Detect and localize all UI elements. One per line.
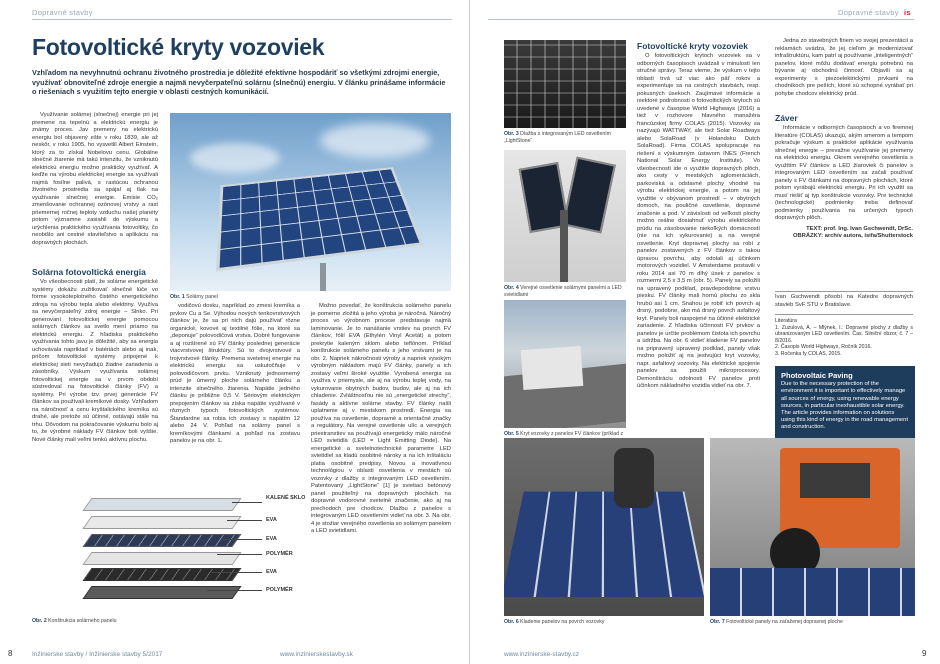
column-2 — [170, 303, 300, 483]
article-title: Fotovoltické kryty vozoviek — [32, 34, 325, 60]
column-1-body — [32, 264, 158, 504]
section-header: Dopravné stavby — [32, 8, 93, 17]
fig2-number: Obr. 2 — [32, 618, 47, 624]
footer-url-right[interactable]: www.inzinierske-stavby.cz — [504, 651, 580, 658]
literature-heading: Literatúra — [775, 318, 797, 324]
section-heading-solar: Solárna fotovoltická energia — [32, 267, 146, 277]
figure-lightstone-photo — [504, 40, 626, 128]
figure-2-caption — [32, 618, 232, 625]
col2-text: vodičovú dosku, napríklad zo zmesi kremíka a prvkov Cu a Se. Výhodou nových tenkovrstvových článkov je, že sa pri nich dajú používať rôzne organické, kovové aj textilné fólie, na ktoré sa „deponuje“ polovodičová vrstva. Dobré fungovanie a aj rozšírené sú FV články poslednej generácie viacvrstvovej štruktúry. Sú to dvojvrstvové a trojvrstvové články. Premena svetelnej energie na elektrickú energiu sa uskutočňuje v polovodičovom prvku. Vzniknutý jednosmerný prúd je úmerný ploche solárneho článku a intenzite slnečného žiarenia. Napätie jedného článku je približne 0,5 V. Sériovým elektrickým prepojením článkov sa získa napätie využívané v rôznych typoch fotovoltických systémov. Štandardne sa robia ich zostavy s napätím 12 alebo 24 V. Pohľad na solárny panel s kremíkovými článkami a pohľad na zostavu panelov je na obr. 1. — [170, 303, 300, 444]
left-page — [0, 0, 469, 664]
label-eva-3: EVA — [266, 569, 277, 575]
layer-cells-2 — [82, 568, 241, 581]
right-column-1 — [637, 38, 760, 446]
section-header-right: Dopravné stavby — [838, 8, 899, 17]
footer-url-left[interactable]: www.inzinierskestavby.sk — [280, 651, 353, 658]
col1b-text: Vo všeobecnosti platí, že solárne energetické systémy dokážu zužitkovať slnečné lúče vo forme vysokoteplotného čistého energetického zdroja na výrobu tepla alebo elektriny. Využíva sa nevyčerpateľný zdroj energie – Slnko. Pri generovaní fotovoltickej energie pomocou solárnych článkov sa svetlo mení priamo na elektrickú energiu. Z hľadiska praktického využívania tohto javu je dôležité, aby sa energia uchovávala napríklad v batériách alebo aj inak, pričom fotovoltické systémy pripojené k elektrickej sieti nevyžadujú žiadne zariadenia a zásobníky. Výskum využívania solárnej fotovoltickej energie sa v prvom období sústredoval na fotovoltické články (FV) a systémy. Pri výrobe tzv. prvej generácie FV článkov sa používali kremíkové dosky. Vzhľadom na náročnosť a cenu kryštalického kremíka sú drahé, ale pretože sú účinné, ostávajú stále na trhu. Dôvodom na pokračovanie výskumu bolo aj to, že výrobné náklady FV článkov boli vyššie. Nové články mali veľmi tenkú aktívnu plochu. — [32, 279, 158, 443]
figure-1-caption — [170, 294, 370, 301]
literature-item: 2. Časopis World Highways, Ročník 2016. — [775, 344, 872, 351]
conclusion-block — [775, 110, 913, 296]
author-note-text: Ivan Gschwendt pôsobí na Katedre dopravných stavieb SvF STU v Bratislave. — [775, 294, 913, 308]
fig6-number: Obr. 6 — [504, 619, 519, 625]
figure-7-caption — [710, 619, 915, 626]
fig7-text: Fotovoltické panely na zaťaženej dopravnej ploche — [726, 619, 843, 625]
layer-cells — [82, 534, 241, 547]
lead-paragraph: Vzhľadom na nevyhnutnú ochranu životného prostredia je dôležité efektívne hospodáriť so všetkými zdrojmi energie, využívať obnoviteľné zdroje energie a najmä nevyčerpateľnú solárnu (slnečnú) energiu. V článku prinášame informácie o riešeniach s využitím tejto energie v oblasti cestných komunikácií. — [32, 68, 446, 96]
col1-text: Využívanie solárnej (slnečnej) energie pri jej premene na tepelnú a elektrickú energiu je známy proces. Jav premeny na elektrickú energiu bol objavený ešte v roku 1839, ale až neskôr, v roku 1905, ho vysvetlil Albert Einstein, ktorý za to získal Nobelovu cenu. Globálne slnečné žiarenie má takú intenzitu, že vzniknutú elektrickú energiu možno prakticky využívať. A keďže na výrobu elektrickej energie sa využívali najmä fosílne palivá, s rastúcou ochranou životného prostredia sa spájal aj tlak na využívanie slnečnej energie. Emisie CO₂ zmenšovanie ochrannej ozónovej vrstvy a rast priemernej ročnej teploty vzduchu našej planéty potom významne zasiahli do výskumu a urýchlenia praktického využívania fotovoltiky, čo neobišlo ani cestné staviteľstvo a aplikáciu na dopravných plochách. — [32, 112, 158, 246]
solar-panel-shape — [216, 167, 424, 271]
literature-list — [775, 318, 913, 363]
fig1-text: Solárny panel — [186, 294, 218, 300]
english-summary-box — [775, 366, 915, 446]
conclusion-heading: Záver — [775, 113, 798, 123]
label-polymer-2: POLYMÉR — [266, 587, 293, 593]
fig6-text: Kladenie panelov na povrch vozovky — [520, 619, 605, 625]
figure-laying-panels-photo — [504, 438, 704, 616]
divider-2 — [775, 314, 913, 315]
section-heading-pv-covers: Fotovoltické kryty vozoviek — [637, 41, 749, 51]
literature-item: 1. Zuzulová, A. – Mlýnek, I.: Dopravné plochy z dlažby s ubranizovaným LED osvetlením. Čas. Silniční obzor, č. 7 – 8/2016. — [775, 324, 913, 344]
page-number-left: 8 — [8, 649, 13, 658]
layer-backsheet — [82, 586, 241, 599]
header-rule-right — [488, 19, 914, 20]
figure-street-light-photo — [504, 150, 626, 282]
figure-4-caption — [504, 285, 626, 298]
journal-mark: is — [904, 8, 911, 17]
figure-6-caption — [504, 619, 704, 626]
label-eva-2: EVA — [266, 536, 277, 542]
layer-eva-1 — [82, 516, 241, 529]
layer-glass — [82, 498, 241, 511]
fig4-number: Obr. 4 — [504, 285, 519, 291]
fig3-text: Dlažba s integrovaným LED osvetlením „LightStone“ — [504, 131, 611, 144]
label-tempered-glass: KALENÉ SKLO — [266, 495, 306, 501]
column-1-intro — [32, 112, 158, 262]
fig5-text: Kryt vozovky z panelov FV článkov (príklad z — [520, 431, 624, 437]
figure-dutch-road-photo — [504, 300, 626, 428]
label-polymer-1: POLYMÉR — [266, 551, 293, 557]
fig2-text: Konštrukcia solárneho panelu — [48, 618, 117, 624]
credits-photo: OBRÁZKY: archív autora, isifa/Shutterstock — [792, 233, 913, 239]
figure-panel-layers — [32, 492, 307, 614]
col3-text: Možno povedať, že konštrukcia solárneho panelu je pomerne zložitá a jeho výroba je náročná. Náročný proces vo výrobnom procese predstavuje najmä laminovanie. Je to nanášanie vrstiev na povrch FV článkov, fólií EVA (Ethylén Vinyl Acetát) a potom prekrytie kaleným sklom alebo teflónom. Príklad konštrukcie solárneho panelu s jeho vrstvami je na obr. 2. Napriek nákročnosti výroby a napriek vysokým výrobným nákladom majú FV články, panely a ich zostavy veľmi široké využitie. Vyrobená energia sa využíva v priemysle, ale aj na výrobu teplej vody, na vykurovanie obytných budov, budov, ale aj na ich chladenie. Zvláštnosťou nie sú „energetické strechy“, fasády a aktívne solárne stavby. FV články našli uplatnenie aj v mestskom prostredí. Energia sa používa na osvetlenie, dopravné a orientačné značky a regulátory. Na verejné osvetlenie ulíc a verejných priestranstiev sa používajú energeticky málo náročné LED svietidlá (LED = Light Emitting Diode). Na energetické a svetelnotechnické parametre LED svietidiel sa kladú osobitné nároky a na ich inštaláciu platia osobitné predpisy. Novou a inovatívnou technológiou v oblasti osvetlenia v mestách sú vozovky z dlažby s integrovaným LED osvetlením. Patentovaný „LightStone“ [1] je svietiaci betónový panel použiteľný na dopravných plochách na dopravné vodorovné svetelné značenie, ako aj na prechodoch pre chodcov. Dlažbu z panelov s integrovaným LED osvetlením vidieť na obr. 3. Na obr. 4 je stoźiar verejného osvetlenia so solárnym panelom a LED svietidlami. — [311, 303, 451, 534]
fig5-number: Obr. 5 — [504, 431, 519, 437]
author-note — [775, 294, 913, 312]
fig3-number: Obr. 3 — [504, 131, 519, 137]
footer-journal: Inžinierske stavby / Inžinierske stavby 5/2017 — [32, 651, 163, 658]
figure-3-caption — [504, 131, 626, 144]
column-3 — [311, 303, 451, 626]
summary-text: Due to the necessary protection of the environment it is important to effectively manage all sources of energy, using renewable energy sources, in particular inexhaustible solar energy. The article provides information on solutions using this kind of energy in the road management and construction. — [781, 381, 908, 431]
right-page — [470, 0, 940, 664]
fig1-number: Obr. 1 — [170, 294, 185, 300]
header-rule — [32, 19, 452, 20]
credits-text: TEXT: prof. Ing. Ivan Gschwendt, DrSc. — [806, 225, 913, 232]
fig4-text: Verejné osvetlenie solárnymi panelmi a LED svietidlami — [504, 285, 622, 298]
page-number-right: 9 — [922, 649, 927, 658]
figure-truck-photo — [710, 438, 915, 616]
label-eva-1: EVA — [266, 517, 277, 523]
conclusion-text: Informácie v odborných časopisoch a vo firemnej literatúre (COLAS) ukazujú, akým smerom a tempom pokračuje výskum a praktické aplikácie využívania slnečnej energie – prevažne využívanie jej premeny na elektrickú energiu. Okrem verejného osvetlenia s využitím FV článkov a LED žiaroviek či panelov s integrovaným LED osvetlením sa začali používať panely s FV článkami na dopravných plochách, ktoré potom vyrábajú elektrickú energiu. Pri ich využití sa musí riešiť aj typ konštrukcie vozovky. Pre technické (technologické) podmienky treba definovať podmienky používania na určených typoch dopravných plôch. — [775, 125, 913, 221]
literature-item: 3. Ročenka fy COLAS, 2015. — [775, 350, 842, 357]
summary-heading: Photovoltaic Paving — [781, 371, 853, 380]
divider-1 — [775, 291, 913, 292]
fig7-number: Obr. 7 — [710, 619, 725, 625]
right-col1-text: O fotovoltických krytoch vozoviek sa v odborných časopisoch uvádzali v minulosti len stručné správy. Teraz vieme, že výskum v tejto oblasti trvá už viac ako päť rokov a experimentuje sa na cestných stavbách, resp. pokusných úsekoch. Zaujímavé informácie a niektoré podrobnosti o fotovoltických krytoch sú uvedené v časopise World Highways (2016) a tiež v rozhovore hlavného manažéra francúzskej firmy COLAS (2015). Vozovky sa nazývajú WATTWAY, ale tiež Solar Roadways alebo SolaRoad (v Holandsku Dutch SolaRoad). Firma COLAS spolupracuje na riešení s výskumným ústavom INES (French National Solar Energy Institute). Vo všeobecnosti ide o využitie dopravných plôch, ako cesty v mestských aglomeráciách, parkoviská a odstavné plochy vhodné na výrobu elektrickej energie, a potom na jej využitie v obývanom prostredí – v obytných domoch, na pouličné osvetlenie, dopravné značenie a pod. V závislosti od veľkosti plochy možno reálne dosiahnuť výrobu elektrického prúdu na zásobovanie niekoľkých domácností (nie na ich vykurovanie) a na verejné osvetlenie. Kryt dopravnej plochy sa robí z panelov zostavených z FV článkov s takou úpravou povrchu, aby odolali aj účinkom motorových vozidiel. V Amsterdame postavili v roku 2014 asi 70 m dlhý úsek z panelov s rozmermi 2,5 x 3,5 m (obr. 5). Panely sa položili na upravený podklad, pravdepodobne vrstvu piesku. FV články mali hornú plochu zo skla hrubú asi 1 cm. Snahou je robiť ich povrch aj drsný, podobne, ako má drsný povrch asfaltový kryt. Panely boli naspojené na účinné elektrické zariadenie. Z hľadiska účinnosti FV prvkov a panelov je určite problémom čistota ich povrchu a údržba. Na obr. 6 vidieť kladenie FV panelov na pripravený upravený podklad, panely však možno položiť aj na jestvujúci kryt vozovky, napr. asfaltový vozovky. Na elektrické spojenie panelov sa použili mikroprocesory. Demonštráciu odolnosti FV panelov proti účinkom nákladného vozidla vidieť na obr. 7. — [637, 53, 760, 389]
right-col2-text: Jedna zo stavebných firiem vo svojej prezentácii a reklamách uvádza, že jej cieľom je modernizovať infraštruktúru, kam patrí aj používanie „inteligentných“ panelov, ktoré môžu dodávať energiu potrebnú na bývanie aj obchodnú činnosť. Objavili sa aj experimenty s piezoelektrickými prvkami na chodníkoch pre peších, ktoré sú schopné vyrábať pri pohybe chodcov elektrický prúd. — [775, 38, 913, 97]
figure-solar-panel-photo — [170, 113, 451, 291]
